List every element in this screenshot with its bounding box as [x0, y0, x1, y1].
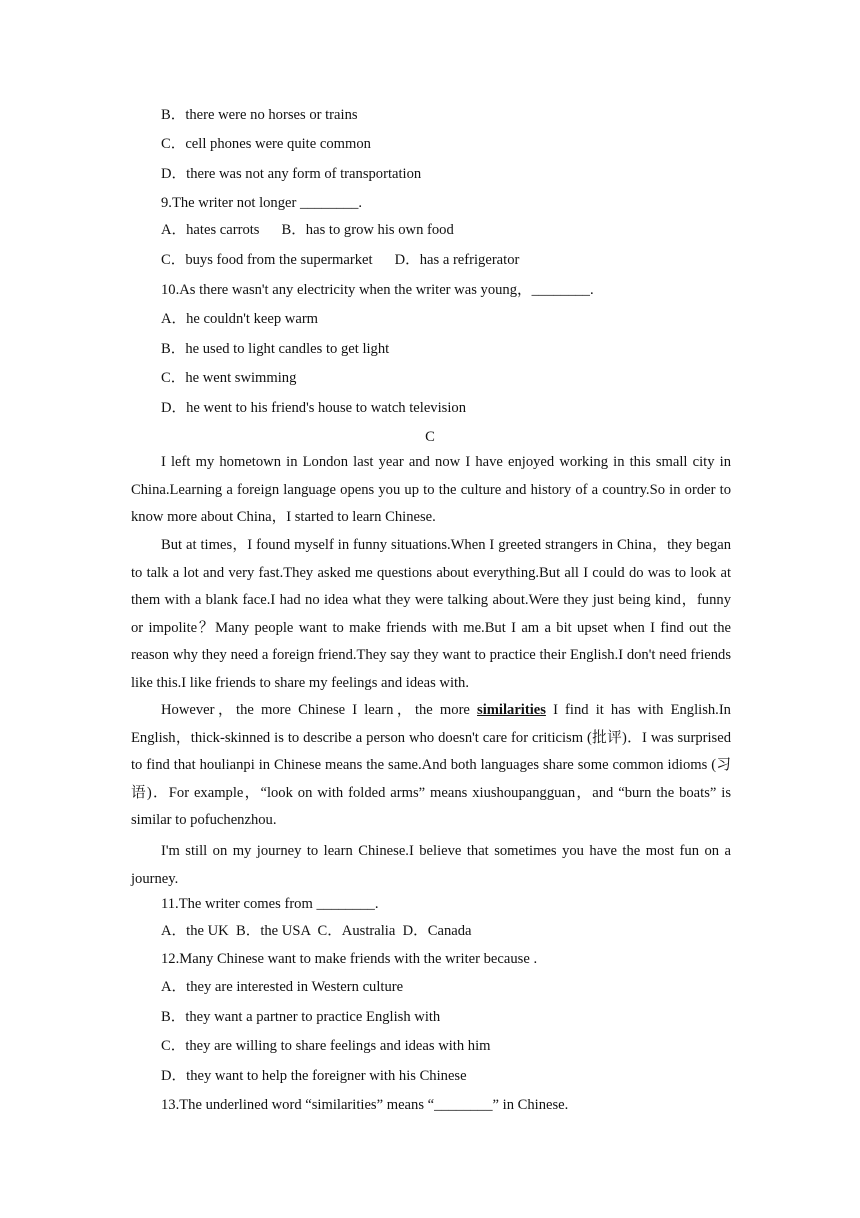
q11-options: A．the UK B．the USA C．Australia D．Canada: [161, 923, 472, 939]
q9-options-row-2: [161, 251, 519, 269]
q13-stem: 13.The underlined word “similarities” means “________” in Chinese.: [161, 1097, 569, 1113]
q12-option-d: D．they want to help the foreigner with his Chinese: [161, 1068, 467, 1084]
paragraph-3-rest: I find it has with English.In English，thick-skinned is to describe a person who doesn't care for criticism (批评)．I was surprised to find that houlianpi in Chinese means the same.And both languages share some common idioms (习语)．For example，“look on with folded arms” means xiushoupangguan，and “burn the boats” is similar to pofuchenzhou.: [131, 702, 731, 829]
passage-paragraph-1: I left my hometown in London last year and now I have enjoyed working in this small city in China.Learning a foreign language opens you up to the culture and history of a country.So in order to know more about China，I started to learn Chinese.: [131, 454, 731, 526]
underlined-word-similarities: similarities: [477, 702, 546, 718]
q9-option-a: A．hates carrots: [161, 222, 260, 238]
q12-option-a: A．they are interested in Western culture: [161, 979, 404, 995]
paragraph-3-start: However，the more Chinese I learn，the more: [161, 702, 478, 718]
passage-paragraph-3: [131, 697, 731, 835]
q9-stem: 9.The writer not longer ________.: [161, 195, 363, 211]
q12-option-c: C．they are willing to share feelings and ideas with him: [161, 1038, 491, 1054]
q10-option-a: A．he couldn't keep warm: [161, 311, 319, 327]
q10-stem: 10.As there wasn't any electricity when the writer was young，________.: [161, 282, 594, 298]
q10-option-c: C．he went swimming: [161, 370, 297, 386]
q8-option-c: C．cell phones were quite common: [161, 136, 371, 152]
q9-options-row-1: [161, 221, 454, 239]
q9-option-c: C．buys food from the supermarket: [161, 252, 373, 268]
q12-option-b: B．they want a partner to practice English with: [161, 1009, 441, 1025]
q11-stem: 11.The writer comes from ________.: [161, 896, 379, 912]
q8-option-d: D．there was not any form of transportation: [161, 166, 422, 182]
q8-option-b: B．there were no horses or trains: [161, 107, 358, 123]
section-c-heading: C: [425, 429, 435, 445]
q12-stem: 12.Many Chinese want to make friends with the writer because .: [161, 951, 538, 967]
passage-paragraph-2: But at times，I found myself in funny situations.When I greeted strangers in China，they began to talk a lot and very fast.They asked me questions about everything.But all I could do was to look at them with a blank face.I had no idea what they were talking about.Were they just being kind，funny or impolite？Many people want to make friends with me.But I am a bit upset when I find out the reason why they need a foreign friend.They say they want to practice their English.I don't need friends like this.I like friends to share my feelings and ideas with.: [131, 537, 731, 691]
passage-paragraph-4: I'm still on my journey to learn Chinese.I believe that sometimes you have the most fun on a journey.: [131, 843, 731, 887]
q10-option-d: D．he went to his friend's house to watch television: [161, 400, 466, 416]
q9-option-d: D．has a refrigerator: [394, 252, 520, 268]
q9-option-b: B．has to grow his own food: [281, 222, 454, 238]
q10-option-b: B．he used to light candles to get light: [161, 341, 390, 357]
